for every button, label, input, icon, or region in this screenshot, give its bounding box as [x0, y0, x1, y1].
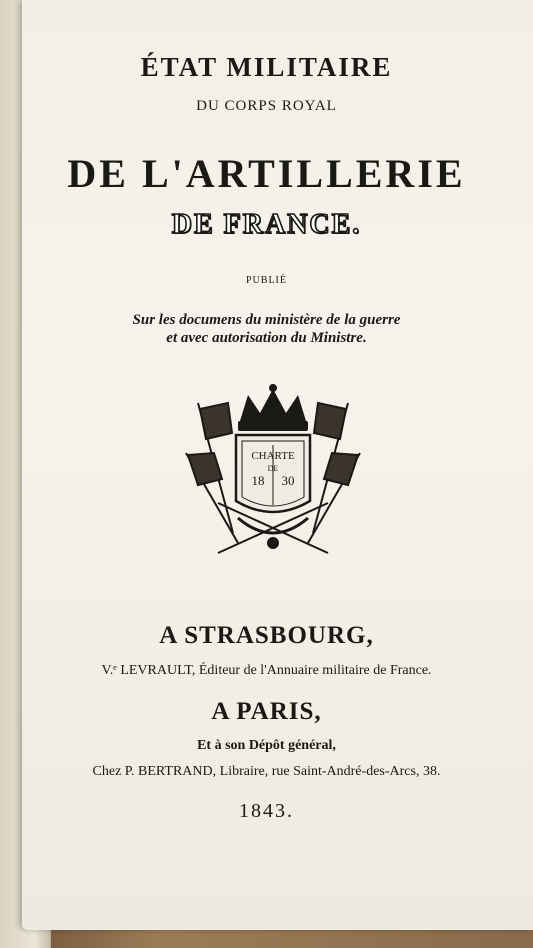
title-line-3: DE L'ARTILLERIE	[67, 151, 466, 196]
city-strasbourg: A STRASBOURG,	[159, 622, 374, 649]
city-paris: A PARIS,	[211, 698, 322, 725]
published-label: PUBLIÉ	[246, 275, 287, 286]
depot-general: Et à son Dépôt général,	[197, 738, 336, 753]
publisher-bertrand: Chez P. BERTRAND, Libraire, rue Saint-André-des-Arcs, 38.	[92, 764, 441, 779]
svg-text:DE: DE	[267, 464, 279, 473]
published-line-2: et avec autorisation du Ministre.	[166, 330, 367, 346]
royal-charter-emblem-icon	[178, 383, 368, 563]
published-note	[0, 311, 533, 347]
publication-year: 1843.	[239, 800, 294, 822]
title-line-1: ÉTAT MILITAIRE	[140, 52, 393, 82]
publisher-levrault: V.ᵉ LEVRAULT, Éditeur de l'Annuaire militaire de France.	[101, 663, 432, 678]
svg-text:18: 18	[251, 473, 265, 488]
title-line-4: DE FRANCE.	[171, 209, 362, 240]
svg-text:30: 30	[281, 473, 295, 488]
svg-text:CHARTE: CHARTE	[251, 450, 295, 462]
title-line-2: DU CORPS ROYAL	[196, 98, 337, 114]
published-line-1: Sur les documens du ministère de la guerre	[132, 312, 401, 328]
